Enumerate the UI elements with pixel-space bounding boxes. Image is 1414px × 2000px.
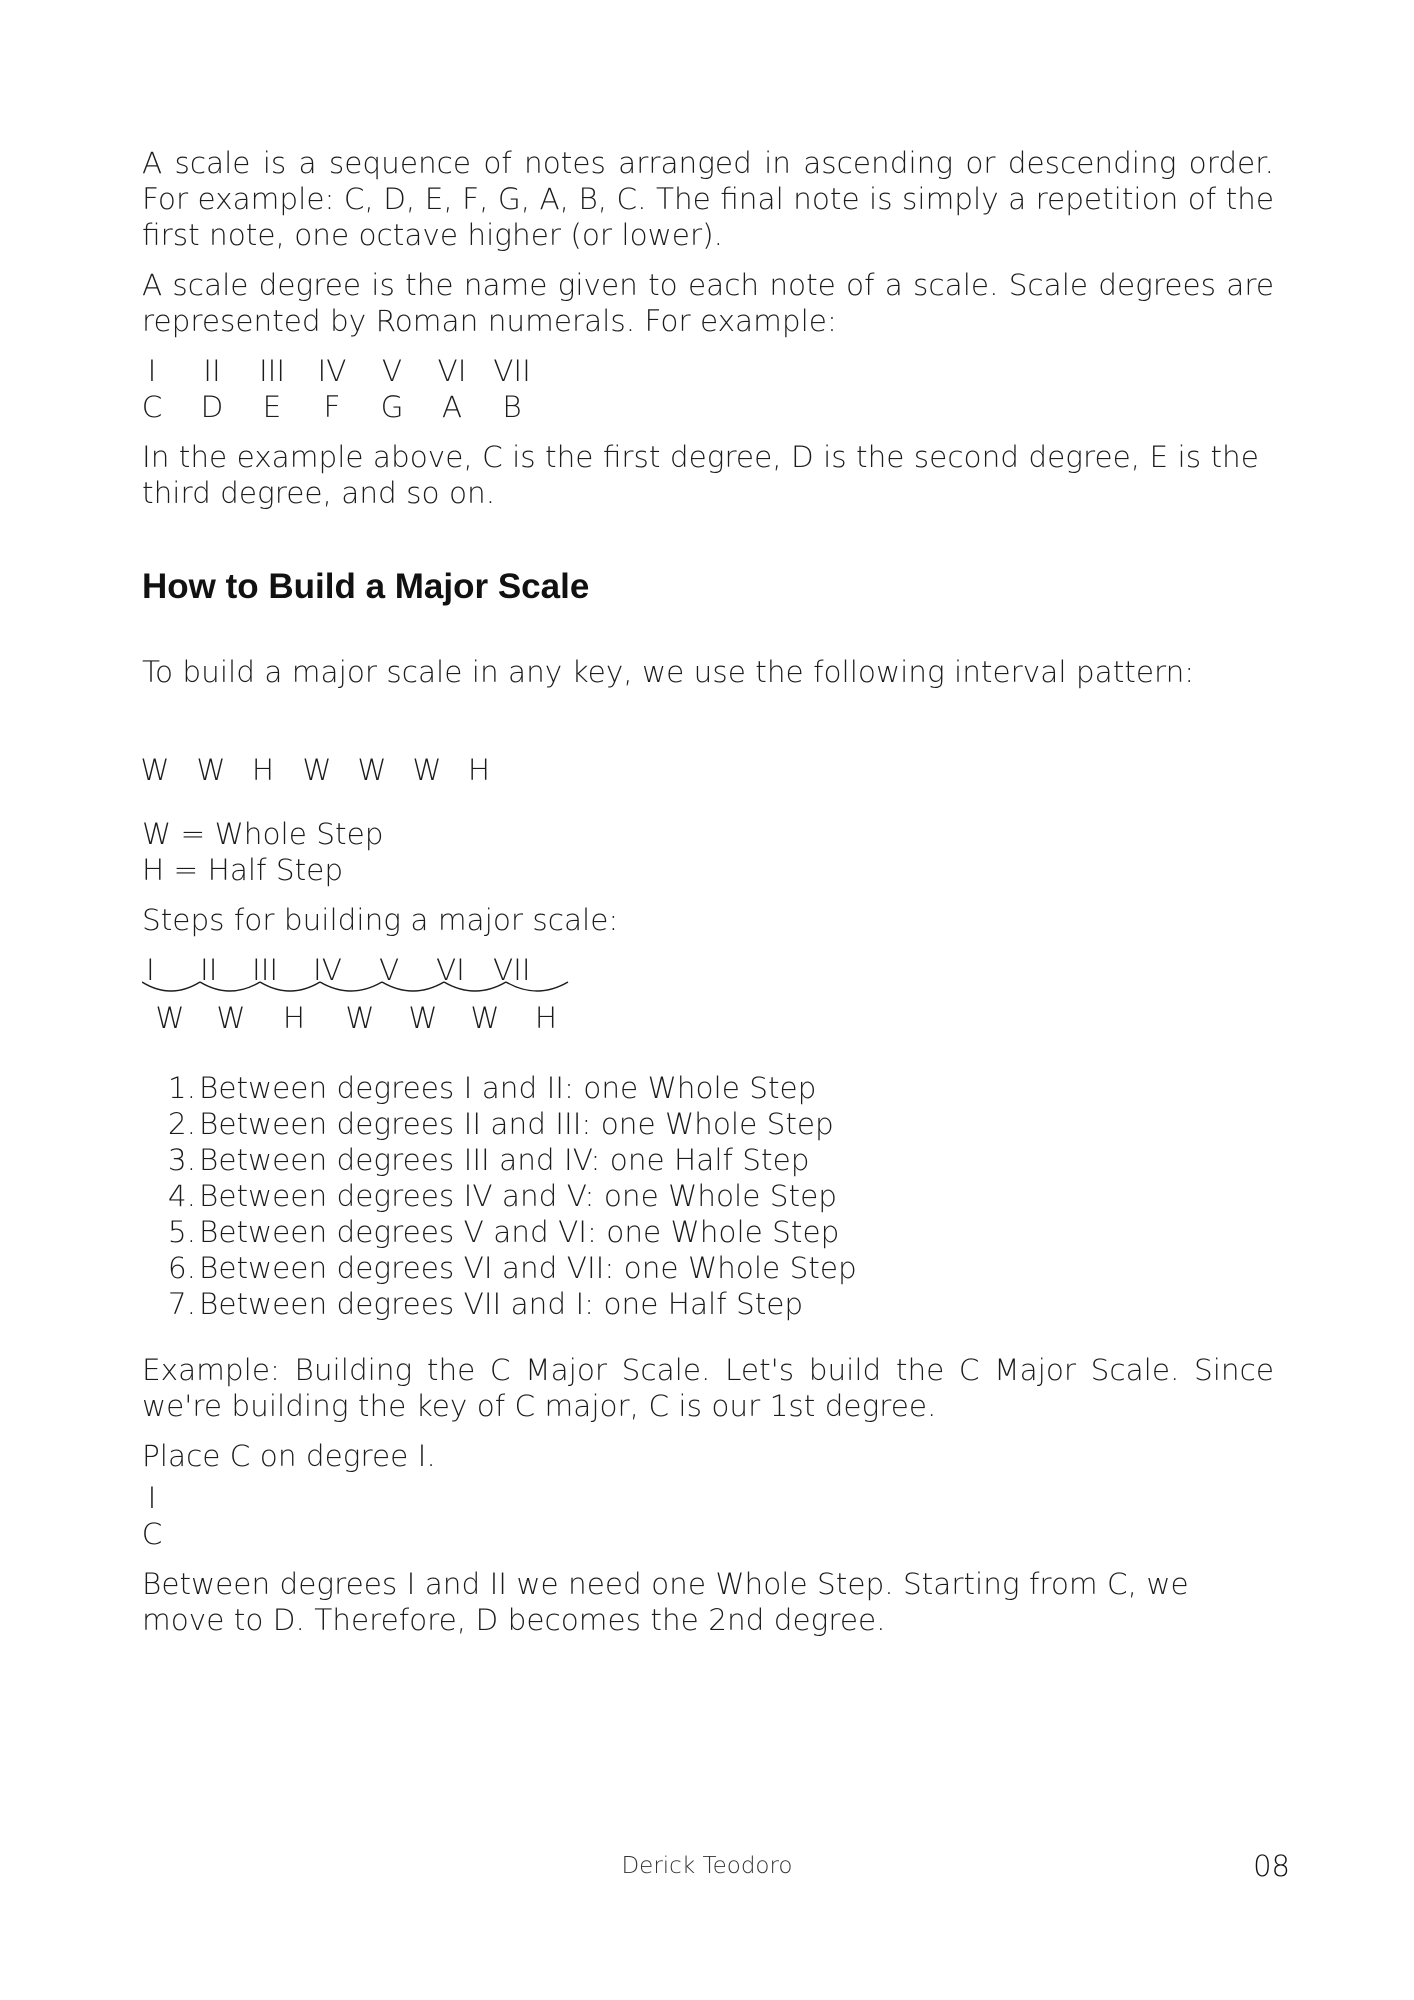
list-item: 5. Between degrees V and VI: one Whole Step <box>167 1215 840 1249</box>
note-label: B <box>502 390 522 424</box>
pattern-intro: To build a major scale in any key, we use the following interval pattern: <box>142 655 1195 689</box>
degree-explanation: In the example above, C is the first degree, D is the second degree, E is the third degree, and so on. <box>142 440 1259 510</box>
diagram-degree: V <box>379 953 400 987</box>
example-note-row <box>142 1516 1274 1552</box>
degree-label: I <box>147 1481 157 1515</box>
degree-label: III <box>258 354 286 388</box>
list-item: 1. Between degrees I and II: one Whole Step <box>167 1071 817 1105</box>
legend-half: H = Half Step <box>142 853 344 887</box>
diagram-degree: II <box>200 953 218 987</box>
list-item: 6. Between degrees VI and VII: one Whole Step <box>167 1251 857 1285</box>
pattern-step: H <box>251 753 275 787</box>
degree-label: II <box>203 354 221 388</box>
note-label: D <box>200 390 224 424</box>
diagram-step: H <box>282 1001 306 1035</box>
diagram-step: H <box>534 1001 558 1035</box>
degrees-row <box>142 353 1274 389</box>
note-label: F <box>323 390 341 424</box>
diagram-degree: III <box>252 953 279 987</box>
diagram-degree: I <box>146 953 155 987</box>
diagram-degree: VI <box>436 953 465 987</box>
degree-label: V <box>381 354 403 388</box>
list-item: 2. Between degrees II and III: one Whole Step <box>167 1107 834 1141</box>
pattern-step: W <box>140 753 170 787</box>
diagram-step: W <box>216 1001 246 1035</box>
interval-arc <box>506 982 568 991</box>
interval-arc <box>260 982 320 991</box>
degree-label: IV <box>317 354 347 388</box>
pattern-step: W <box>196 753 226 787</box>
diagram-degree: VII <box>493 953 531 987</box>
note-label: G <box>380 390 404 424</box>
degree-label: VI <box>437 354 467 388</box>
interval-arc <box>320 982 382 991</box>
footer-author: Derick Teodoro <box>621 1853 793 1879</box>
note-label: A <box>441 390 463 424</box>
interval-arc <box>444 982 506 991</box>
steps-list <box>142 1070 1274 1322</box>
place-c-text: Place C on degree I. <box>142 1439 436 1473</box>
list-item: 7. Between degrees VII and I: one Half Step <box>167 1287 804 1321</box>
steps-intro: Steps for building a major scale: <box>142 903 619 937</box>
degree-label: I <box>147 354 157 388</box>
page-content <box>142 145 1274 1638</box>
list-item: 3. Between degrees III and IV: one Half Step <box>167 1143 810 1177</box>
diagram-step: W <box>155 1001 185 1035</box>
note-label: C <box>141 390 163 424</box>
interval-pattern-row <box>142 752 1274 788</box>
diagram-step: W <box>470 1001 500 1035</box>
diagram-step: W <box>345 1001 375 1035</box>
scale-definition: A scale is a sequence of notes arranged in ascending or descending order. For example: C, D, E, F, G, A, B, C. The final note is simply a repetition of the first note, one octave higher (or lower). <box>142 146 1274 252</box>
pattern-step: W <box>412 753 442 787</box>
notes-row <box>142 389 1274 425</box>
example-paragraph: Example: Building the C Major Scale. Let's build the C Major Scale. Since we're building the key of C major, C is our 1st degree. <box>142 1353 1274 1423</box>
interval-arc <box>200 982 260 991</box>
note-label: C <box>141 1517 163 1551</box>
diagram-degree: IV <box>313 953 342 987</box>
example-degree-row <box>142 1480 1274 1516</box>
page-number: 08 <box>1253 1849 1290 1883</box>
interval-diagram <box>142 952 1274 1036</box>
diagram-step: W <box>408 1001 438 1035</box>
list-item: 4. Between degrees IV and V: one Whole Step <box>167 1179 837 1213</box>
interval-arc <box>142 982 200 991</box>
interval-arc <box>382 982 444 991</box>
pattern-step: W <box>357 753 387 787</box>
section-heading: How to Build a Major Scale <box>142 567 590 606</box>
whole-step-paragraph: Between degrees I and II we need one Whole Step. Starting from C, we move to D. Therefore, D becomes the 2nd degree. <box>142 1567 1189 1637</box>
degree-label: VII <box>493 354 531 388</box>
pattern-step: H <box>467 753 491 787</box>
degree-definition: A scale degree is the name given to each note of a scale. Scale degrees are represented by Roman numerals. For example: <box>142 268 1274 338</box>
pattern-step: W <box>302 753 332 787</box>
note-label: E <box>262 390 282 424</box>
legend-whole: W = Whole Step <box>142 817 384 851</box>
